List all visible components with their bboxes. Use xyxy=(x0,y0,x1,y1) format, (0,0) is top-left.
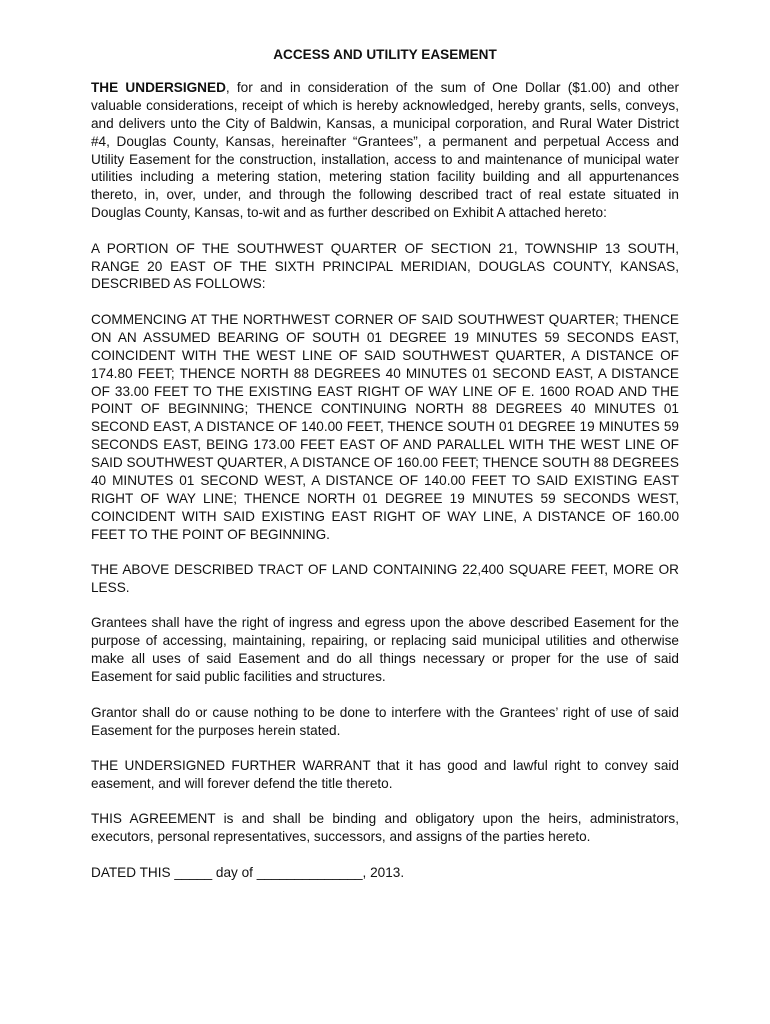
tract-paragraph: THE ABOVE DESCRIBED TRACT OF LAND CONTAINING 22,400 SQUARE FEET, MORE OR LESS. xyxy=(91,562,679,596)
intro-body: , for and in consideration of the sum of One Dollar ($1.00) and other valuable considerations, receipt of which is hereby acknowledged, hereby grants, sells, conveys, and delivers unto the City of Baldwin, Kansas, a municipal corporation, and Rural Water District #4, Douglas County, Kansas, hereinafter “Grantees”, a permanent and perpetual Access and Utility Easement for the construction, installation, access to and maintenance of municipal water utilities including a metering station, metering station facility building and all appurtenances thereto, in, over, under, and through the following described tract of real estate situated in Douglas County, Kansas, to-wit and as further described on Exhibit A attached hereto: xyxy=(91,79,680,221)
warrant-paragraph: THE UNDERSIGNED FURTHER WARRANT that it has good and lawful right to convey said easement, and will forever defend the title thereto. xyxy=(91,757,679,791)
grantees-paragraph: Grantees shall have the right of ingress and egress upon the above described Easement for the purpose of accessing, maintaining, repairing, or replacing said municipal utilities and otherwise make all uses of said Easement and do all things necessary or proper for the use of said Easement for said public facilities and structures. xyxy=(91,615,679,685)
document-title: ACCESS AND UTILITY EASEMENT xyxy=(273,47,497,62)
portion-paragraph: A PORTION OF THE SOUTHWEST QUARTER OF SECTION 21, TOWNSHIP 13 SOUTH, RANGE 20 EAST OF THE SIXTH PRINCIPAL MERIDIAN, DOUGLAS COUNTY, KANSAS, DESCRIBED AS FOLLOWS: xyxy=(91,240,679,292)
dated-line: DATED THIS _____ day of ______________, 2013. xyxy=(91,864,405,880)
grantor-paragraph: Grantor shall do or cause nothing to be done to interfere with the Grantees’ right of use of said Easement for the purposes herein stated. xyxy=(91,704,679,738)
legal-description-paragraph: COMMENCING AT THE NORTHWEST CORNER OF SAID SOUTHWEST QUARTER; THENCE ON AN ASSUMED BEARING OF SOUTH 01 DEGREE 19 MINUTES 59 SECONDS EAST, COINCIDENT WITH THE WEST LINE OF SAID SOUTHWEST QUARTER, A DISTANCE OF 174.80 FEET; THENCE NORTH 88 DEGREES 40 MINUTES 01 SECOND EAST, A DISTANCE OF 33.00 FEET TO THE EXISTING EAST RIGHT OF WAY LINE OF E. 1600 ROAD AND THE POINT OF BEGINNING; THENCE CONTINUING NORTH 88 DEGREES 40 MINUTES 01 SECOND EAST, A DISTANCE OF 140.00 FEET, THENCE SOUTH 01 DEGREE 19 MINUTES 59 SECONDS EAST, BEING 173.00 FEET EAST OF AND PARALLEL WITH THE WEST LINE OF SAID SOUTHWEST QUARTER, A DISTANCE OF 160.00 FEET; THENCE SOUTH 88 DEGREES 40 MINUTES 01 SECOND WEST, A DISTANCE OF 140.00 FEET TO SAID EXISTING EAST RIGHT OF WAY LINE; THENCE NORTH 01 DEGREE 19 MINUTES 59 SECONDS WEST, COINCIDENT WITH SAID EXISTING EAST RIGHT OF WAY LINE, A DISTANCE OF 160.00 FEET TO THE POINT OF BEGINNING. xyxy=(91,311,679,542)
intro-paragraph xyxy=(91,79,679,222)
document-page xyxy=(91,46,679,899)
agreement-paragraph: THIS AGREEMENT is and shall be binding and obligatory upon the heirs, administrators, executors, personal representatives, successors, and assigns of the parties hereto. xyxy=(91,811,679,845)
intro-lead: THE UNDERSIGNED xyxy=(91,79,226,95)
